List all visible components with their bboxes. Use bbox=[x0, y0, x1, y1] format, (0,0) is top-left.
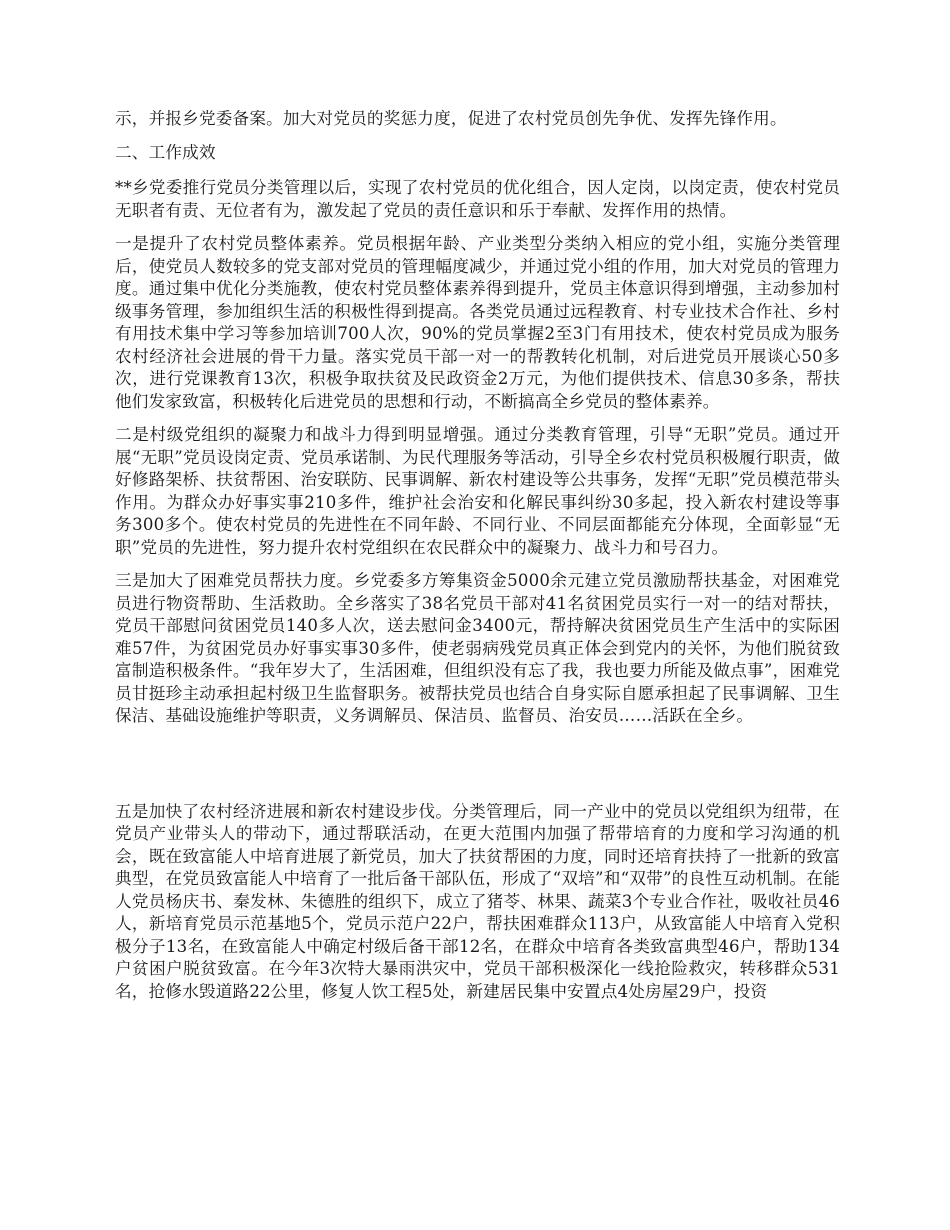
paragraph-point-three: 三是加大了困难党员帮扶力度。乡党委多方筹集资金5000余元建立党员激励帮扶基金，对困难党员进行物资帮助、生活救助。全乡落实了38名党员干部对41名贫困党员实行一对一的结对帮扶，党员干部慰问贫困党员140多人次，送去慰问金3400元，帮持解决贫困党员生产生活中的实际困难57件，为贫困党员办好事实事30多件，使老弱病残党员真正体会到党内的关怀，为他们脱贫致富制造积极条件。“我年岁大了，生活困难，但组织没有忘了我，我也要力所能及做点事”，困难党员甘挺珍主动承担起村级卫生监督职务。被帮扶党员也结合自身实际自愿承担起了民事调解、卫生保洁、基础设施维护等职责，义务调解员、保洁员、监督员、治安员……活跃在全乡。 bbox=[115, 571, 840, 725]
paragraph-summary: **乡党委推行党员分类管理以后，实现了农村党员的优化组合，因人定岗，以岗定责，使农村党员无职者有责、无位者有为，激发起了党员的责任意识和乐于奉献、发挥作用的热情。 bbox=[115, 178, 840, 220]
blank-gap bbox=[115, 739, 840, 801]
paragraph-point-two: 二是村级党组织的凝聚力和战斗力得到明显增强。通过分类教育管理，引导“无职”党员。通过开展“无职”党员设岗定责、党员承诺制、为民代理服务等活动，引导全乡农村党员积极履行职责，做好修路架桥、扶贫帮困、治安联防、民事调解、新农村建设等公共事务，发挥“无职”党员模范带头作用。为群众办好事实事210多件，维护社会治安和化解民事纠纷30多起，投入新农村建设等事务300多个。使农村党员的先进性在不同年龄、不同行业、不同层面都能充分体现，全面彰显“无职”党员的先进性，努力提升农村党组织在农民群众中的凝聚力、战斗力和号召力。 bbox=[115, 425, 840, 557]
section-heading-work-results: 二、工作成效 bbox=[115, 142, 216, 162]
document-page bbox=[115, 108, 840, 1014]
paragraph-point-one: 一是提升了农村党员整体素养。党员根据年龄、产业类型分类纳入相应的党小组，实施分类管理后，使党员人数较多的党支部对党员的管理幅度减少，并通过党小组的作用，加大对党员的管理力度。通过集中优化分类施教，使农村党员整体素养得到提升，党员主体意识得到增强，主动参加村级事务管理，参加组织生活的积极性得到提高。各类党员通过远程教育、村专业技术合作社、乡村有用技术集中学习等参加培训700人次，90%的党员掌握2至3门有用技术，使农村党员成为服务农村经济社会进展的骨干力量。落实党员干部一对一的帮教转化机制，对后进党员开展谈心50多次，进行党课教育13次，积极争取扶贫及民政资金2万元，为他们提供技术、信息30多条，帮扶他们发家致富，积极转化后进党员的思想和行动，不断搞高全乡党员的整体素养。 bbox=[115, 234, 840, 411]
paragraph-intro-tail: 示，并报乡党委备案。加大对党员的奖惩力度，促进了农村党员创先争优、发挥先锋作用。 bbox=[115, 109, 787, 128]
paragraph-point-five: 五是加快了农村经济进展和新农村建设步伐。分类管理后，同一产业中的党员以党组织为纽带，在党员产业带头人的带动下，通过帮联活动，在更大范围内加强了帮带培育的力度和学习沟通的机会，既在致富能人中培育进展了新党员，加大了扶贫帮困的力度，同时还培育扶持了一批新的致富典型，在党员致富能人中培育了一批后备干部队伍，形成了“双培”和“双带”的良性互动机制。在能人党员杨庆书、秦发林、朱德胜的组织下，成立了猪苓、林果、蔬菜3个专业合作社，吸收社员46人，新培育党员示范基地5个，党员示范户22户，帮扶困难群众113户，从致富能人中培育入党积极分子13名，在致富能人中确定村级后备干部12名，在群众中培育各类致富典型46户，帮助134户贫困户脱贫致富。在今年3次特大暴雨洪灾中，党员干部积极深化一线抢险救灾，转移群众531名，抢修水毁道路22公里，修复人饮工程5处，新建居民集中安置点4处房屋29户，投资 bbox=[115, 801, 840, 1001]
